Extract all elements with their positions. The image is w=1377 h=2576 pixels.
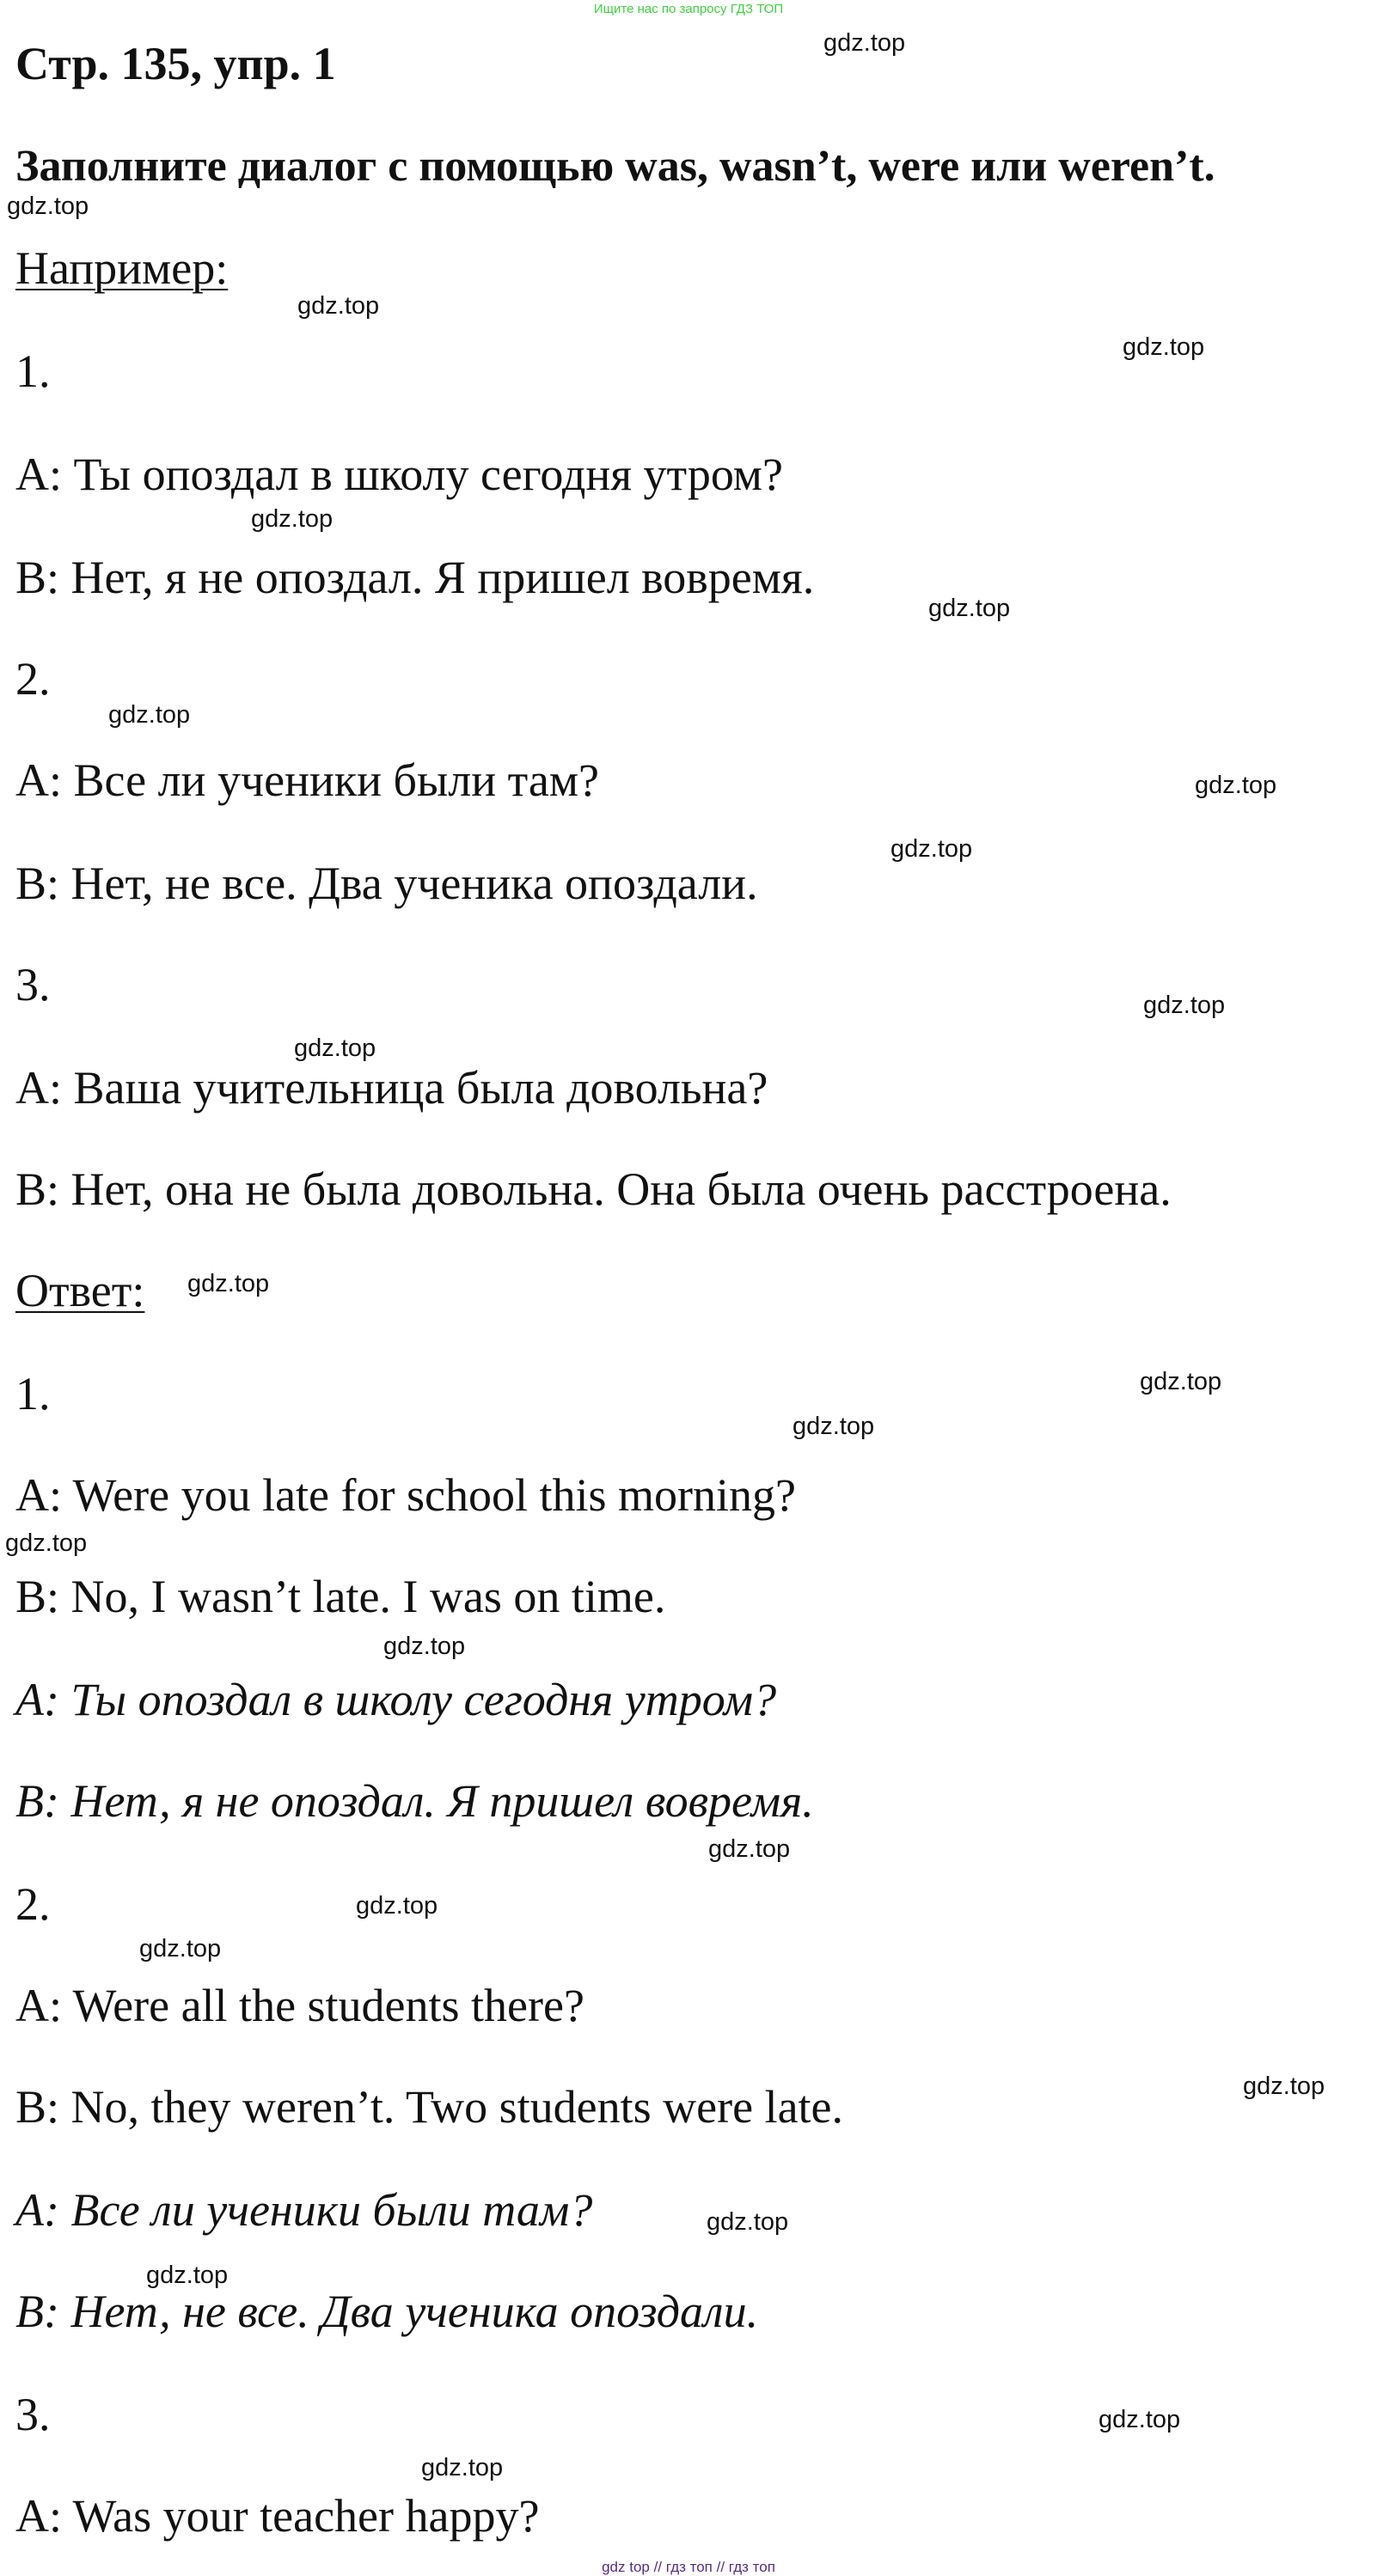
example-2-line-b: B: Нет, не все. Два ученика опоздали.	[15, 858, 758, 909]
example-2-line-a: A: Все ли ученики были там?	[15, 754, 599, 806]
watermark: gdz.top	[1143, 992, 1226, 1019]
footer-links: gdz top // гдз топ // гдз топ	[602, 2559, 775, 2575]
watermark: gdz.top	[108, 701, 191, 729]
example-label: Например:	[15, 242, 229, 294]
answer-1-translation-a: A: Ты опоздал в школу сегодня утром?	[15, 1674, 777, 1725]
watermark: gdz.top	[383, 1633, 466, 1660]
answer-2-translation-a: A: Все ли ученики были там?	[15, 2184, 593, 2236]
answer-3-number: 3.	[15, 2389, 51, 2440]
example-1-number: 1.	[15, 345, 51, 397]
watermark: gdz.top	[356, 1892, 438, 1920]
example-3-line-b: B: Нет, она не была довольна. Она была очень расстроена.	[15, 1163, 1172, 1215]
watermark: gdz.top	[1140, 1368, 1222, 1395]
answer-2-translation-b: B: Нет, не все. Два ученика опоздали.	[15, 2286, 759, 2337]
example-3-number: 3.	[15, 959, 51, 1010]
answer-2-line-b: B: No, they weren’t. Two students were late.	[15, 2081, 844, 2133]
watermark: gdz.top	[294, 1035, 376, 1062]
page-title: Стр. 135, упр. 1	[15, 38, 336, 89]
watermark: gdz.top	[823, 29, 906, 57]
watermark: gdz.top	[7, 192, 89, 220]
answer-3-line-a: A: Was your teacher happy?	[15, 2490, 540, 2542]
watermark: gdz.top	[890, 835, 973, 863]
example-1-line-a: A: Ты опоздал в школу сегодня утром?	[15, 449, 783, 500]
watermark: gdz.top	[297, 292, 380, 320]
watermark: gdz.top	[708, 1835, 791, 1863]
answer-2-line-a: A: Were all the students there?	[15, 1980, 584, 2031]
answer-1-translation-b: B: Нет, я не опоздал. Я пришел вовремя.	[15, 1775, 814, 1827]
watermark: gdz.top	[146, 2262, 229, 2289]
watermark: gdz.top	[5, 1529, 88, 1557]
answer-1-line-a: A: Were you late for school this morning?	[15, 1469, 796, 1521]
watermark: gdz.top	[1243, 2072, 1325, 2100]
example-1-line-b: B: Нет, я не опоздал. Я пришел вовремя.	[15, 552, 815, 603]
example-2-number: 2.	[15, 653, 51, 705]
answer-label: Ответ:	[15, 1265, 145, 1316]
watermark: gdz.top	[1099, 2406, 1181, 2433]
task-instruction: Заполните диалог с помощью was, wasn’t, were или weren’t.	[15, 142, 1215, 191]
example-3-line-a: A: Ваша учительница была довольна?	[15, 1062, 768, 1114]
answer-1-line-b: B: No, I wasn’t late. I was on time.	[15, 1571, 666, 1622]
watermark: gdz.top	[1195, 772, 1277, 799]
watermark: gdz.top	[1123, 333, 1205, 361]
search-banner: Ищите нас по запросу ГДЗ ТОП	[593, 2, 784, 16]
watermark: gdz.top	[793, 1413, 875, 1440]
watermark: gdz.top	[928, 595, 1011, 622]
watermark: gdz.top	[421, 2454, 504, 2481]
answer-1-number: 1.	[15, 1368, 51, 1419]
answer-2-number: 2.	[15, 1878, 51, 1930]
watermark: gdz.top	[139, 1935, 222, 1963]
watermark: gdz.top	[707, 2208, 789, 2236]
watermark: gdz.top	[251, 505, 334, 533]
watermark: gdz.top	[187, 1270, 270, 1297]
